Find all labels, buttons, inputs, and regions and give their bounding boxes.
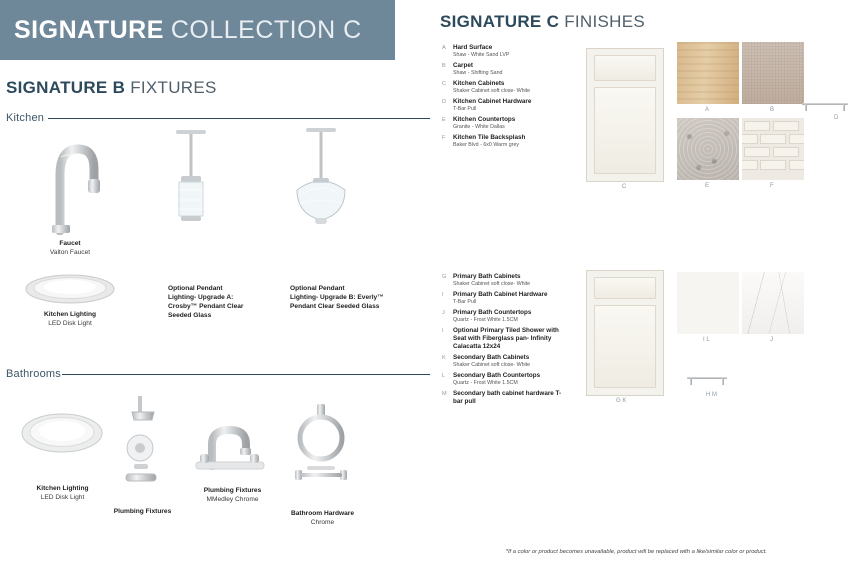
fixtures-title-light: FIXTURES <box>130 78 217 97</box>
swatch-label-b: B <box>770 107 775 113</box>
legend-key: G <box>442 274 447 280</box>
caption-bath-lighting-sub: LED Disk Light <box>40 493 85 501</box>
shower-trim-image <box>108 390 176 490</box>
swatch-hard-surface <box>677 42 739 104</box>
kitchen-rule <box>48 118 430 119</box>
legend-key: F <box>442 134 446 141</box>
legend-item <box>442 309 570 323</box>
legend-item <box>442 273 570 287</box>
legend-label: Optional Primary Tiled Shower with Seat with Fiberglass pan- Infinity Calacatta 12x24 <box>453 326 559 350</box>
lav-faucet-image <box>190 418 270 476</box>
legend-label: Carpet <box>453 61 473 69</box>
legend-sublabel: T-Bar Pull <box>453 105 477 112</box>
collection-banner <box>0 0 395 60</box>
legend-label: Secondary bath cabinet hardware T-bar pull <box>453 389 562 405</box>
legend-label: Hard Surface <box>453 44 493 51</box>
swatch-kitchen-cabinet <box>586 48 664 182</box>
legend-item <box>442 390 570 406</box>
legend-sublabel: Shaker Cabinet soft close- White <box>453 280 531 287</box>
kitchen-disk-light-image <box>24 272 116 306</box>
swatch-label-e: E <box>705 183 710 189</box>
fixtures-section-title <box>6 78 217 98</box>
legend-item <box>442 134 572 148</box>
caption-kitchen-lighting-title: Kitchen Lighting <box>43 311 96 318</box>
caption-pendant-a-sub: Lighting- Upgrade A: Crosby™ Pendant Clear Seeded Glass <box>168 293 244 319</box>
legend-sublabel: Granite - White Dallas <box>453 123 505 130</box>
caption-faucet-title: Faucet <box>59 240 81 247</box>
legend-item <box>442 354 570 368</box>
legend-label: Primary Bath Cabinet Hardware <box>453 290 548 298</box>
caption-bath-hardware-sub: Chrome <box>310 518 335 526</box>
swatch-kitchen-hardware-pull <box>802 98 848 110</box>
caption-bath-lighting-title: Kitchen Lighting <box>36 485 89 492</box>
bath-hardware-image <box>283 398 359 498</box>
legend-sublabel: Baker Blvd - 6x0 Warm grey <box>453 141 520 148</box>
legend-label: Kitchen Countertops <box>453 115 516 123</box>
legend-sublabel: Shaw - Shifting Sand <box>453 69 503 76</box>
caption-pendant-b-sub: Lighting- Upgrade B: Everly™ Pendant Clear Seeded Glass <box>290 293 384 310</box>
caption-plumbing-fixtures-1 <box>100 508 185 517</box>
pendant-a-image <box>160 130 222 240</box>
banner-title-bold: SIGNATURE <box>14 15 164 44</box>
caption-pendant-b <box>290 285 385 312</box>
caption-pendant-b-title: Optional Pendant <box>290 285 345 292</box>
swatch-granite-countertop <box>677 118 739 180</box>
legend-key: C <box>442 80 447 87</box>
legend-key: M <box>442 390 447 397</box>
legend-sublabel: Shaw - White Sand LVP <box>453 51 510 58</box>
swatch-tile-backsplash <box>742 118 804 180</box>
legend-item <box>442 80 572 94</box>
finishes-title <box>440 12 645 32</box>
swatch-label-g-k: G K <box>616 398 627 404</box>
legend-item <box>442 116 572 130</box>
caption-bath-lighting <box>15 485 110 503</box>
caption-plumbing-fixtures-1-title: Plumbing Fixtures <box>113 508 172 515</box>
legend-key: J <box>442 309 445 316</box>
legend-key: A <box>442 45 446 51</box>
legend-label: Kitchen Cabinets <box>453 79 505 87</box>
swatch-label-d: D <box>834 115 839 121</box>
legend-label: Primary Bath Countertops <box>453 308 532 316</box>
legend-key: D <box>442 98 447 105</box>
legend-bottom <box>442 273 570 409</box>
legend-item <box>442 291 570 305</box>
swatch-label-h-m: H M <box>706 392 717 398</box>
caption-plumbing-fixtures-2 <box>185 487 280 505</box>
finishes-title-light: FINISHES <box>564 12 645 31</box>
swatch-label-i-l: I L <box>703 337 710 343</box>
legend-label: Kitchen Cabinet Hardware <box>453 97 532 105</box>
caption-bath-hardware-title: Bathroom Hardware <box>290 510 355 517</box>
swatch-bath-hardware-pull <box>687 372 727 384</box>
legend-sublabel: Quartz - Frost White 1.5CM <box>453 316 518 323</box>
caption-faucet-sub: Valton Faucet <box>49 248 91 256</box>
legend-item <box>442 327 570 351</box>
caption-kitchen-lighting <box>20 311 120 329</box>
pendant-b-image <box>285 128 357 240</box>
swatch-bath-cabinet <box>586 270 664 396</box>
legend-sublabel: Shaker Cabinet soft close- White <box>453 361 531 368</box>
legend-label: Kitchen Tile Backsplash <box>453 133 526 141</box>
caption-pendant-a <box>168 285 263 321</box>
group-label-bathrooms: Bathrooms <box>6 368 61 380</box>
legend-item <box>442 98 572 112</box>
swatch-label-f: F <box>770 183 774 189</box>
legend-sublabel: Quartz - Frost White 1.5CM <box>453 379 518 386</box>
legend-label: Secondary Bath Cabinets <box>453 353 530 361</box>
legend-label: Primary Bath Cabinets <box>453 273 521 280</box>
bathrooms-rule <box>62 374 430 375</box>
legend-key: I <box>442 291 444 298</box>
legend-sublabel: Shaker Cabinet soft close- White <box>453 87 531 94</box>
legend-key: E <box>442 116 446 123</box>
caption-kitchen-lighting-sub: LED Disk Light <box>48 319 92 327</box>
swatch-label-j: J <box>770 337 773 343</box>
legend-item <box>442 372 570 386</box>
legend-top <box>442 44 572 152</box>
legend-item <box>442 44 572 58</box>
swatch-carpet <box>742 42 804 104</box>
group-label-kitchen: Kitchen <box>6 112 45 124</box>
legend-key: K <box>442 354 446 361</box>
caption-plumbing-fixtures-2-title: Plumbing Fixtures <box>203 487 262 494</box>
legend-key: I <box>442 327 444 334</box>
caption-bath-hardware <box>275 510 370 528</box>
swatch-label-a: A <box>705 107 710 113</box>
caption-faucet <box>25 240 115 258</box>
caption-plumbing-fixtures-2-sub: MMedley Chrome <box>206 495 259 503</box>
caption-pendant-a-title: Optional Pendant <box>168 285 223 292</box>
finishes-title-bold: SIGNATURE C <box>440 12 560 31</box>
banner-title-light: COLLECTION C <box>170 15 362 44</box>
legend-key: B <box>442 62 446 69</box>
swatch-label-c: C <box>622 184 627 190</box>
right-column <box>434 0 853 569</box>
swatch-calacatta-tile <box>742 272 804 334</box>
legend-key: L <box>442 372 446 379</box>
swatch-quartz-countertop <box>677 272 739 334</box>
bath-disk-light-image <box>20 412 104 454</box>
legend-sublabel: T-Bar Pull <box>453 298 477 305</box>
footnote: *If a color or product becomes unavailable, product will be replaced with a like/similar color or product. <box>505 549 767 555</box>
legend-item <box>442 62 572 76</box>
legend-label: Secondary Bath Countertops <box>453 371 541 379</box>
faucet-image <box>30 135 110 235</box>
fixtures-title-bold: SIGNATURE B <box>6 78 126 97</box>
